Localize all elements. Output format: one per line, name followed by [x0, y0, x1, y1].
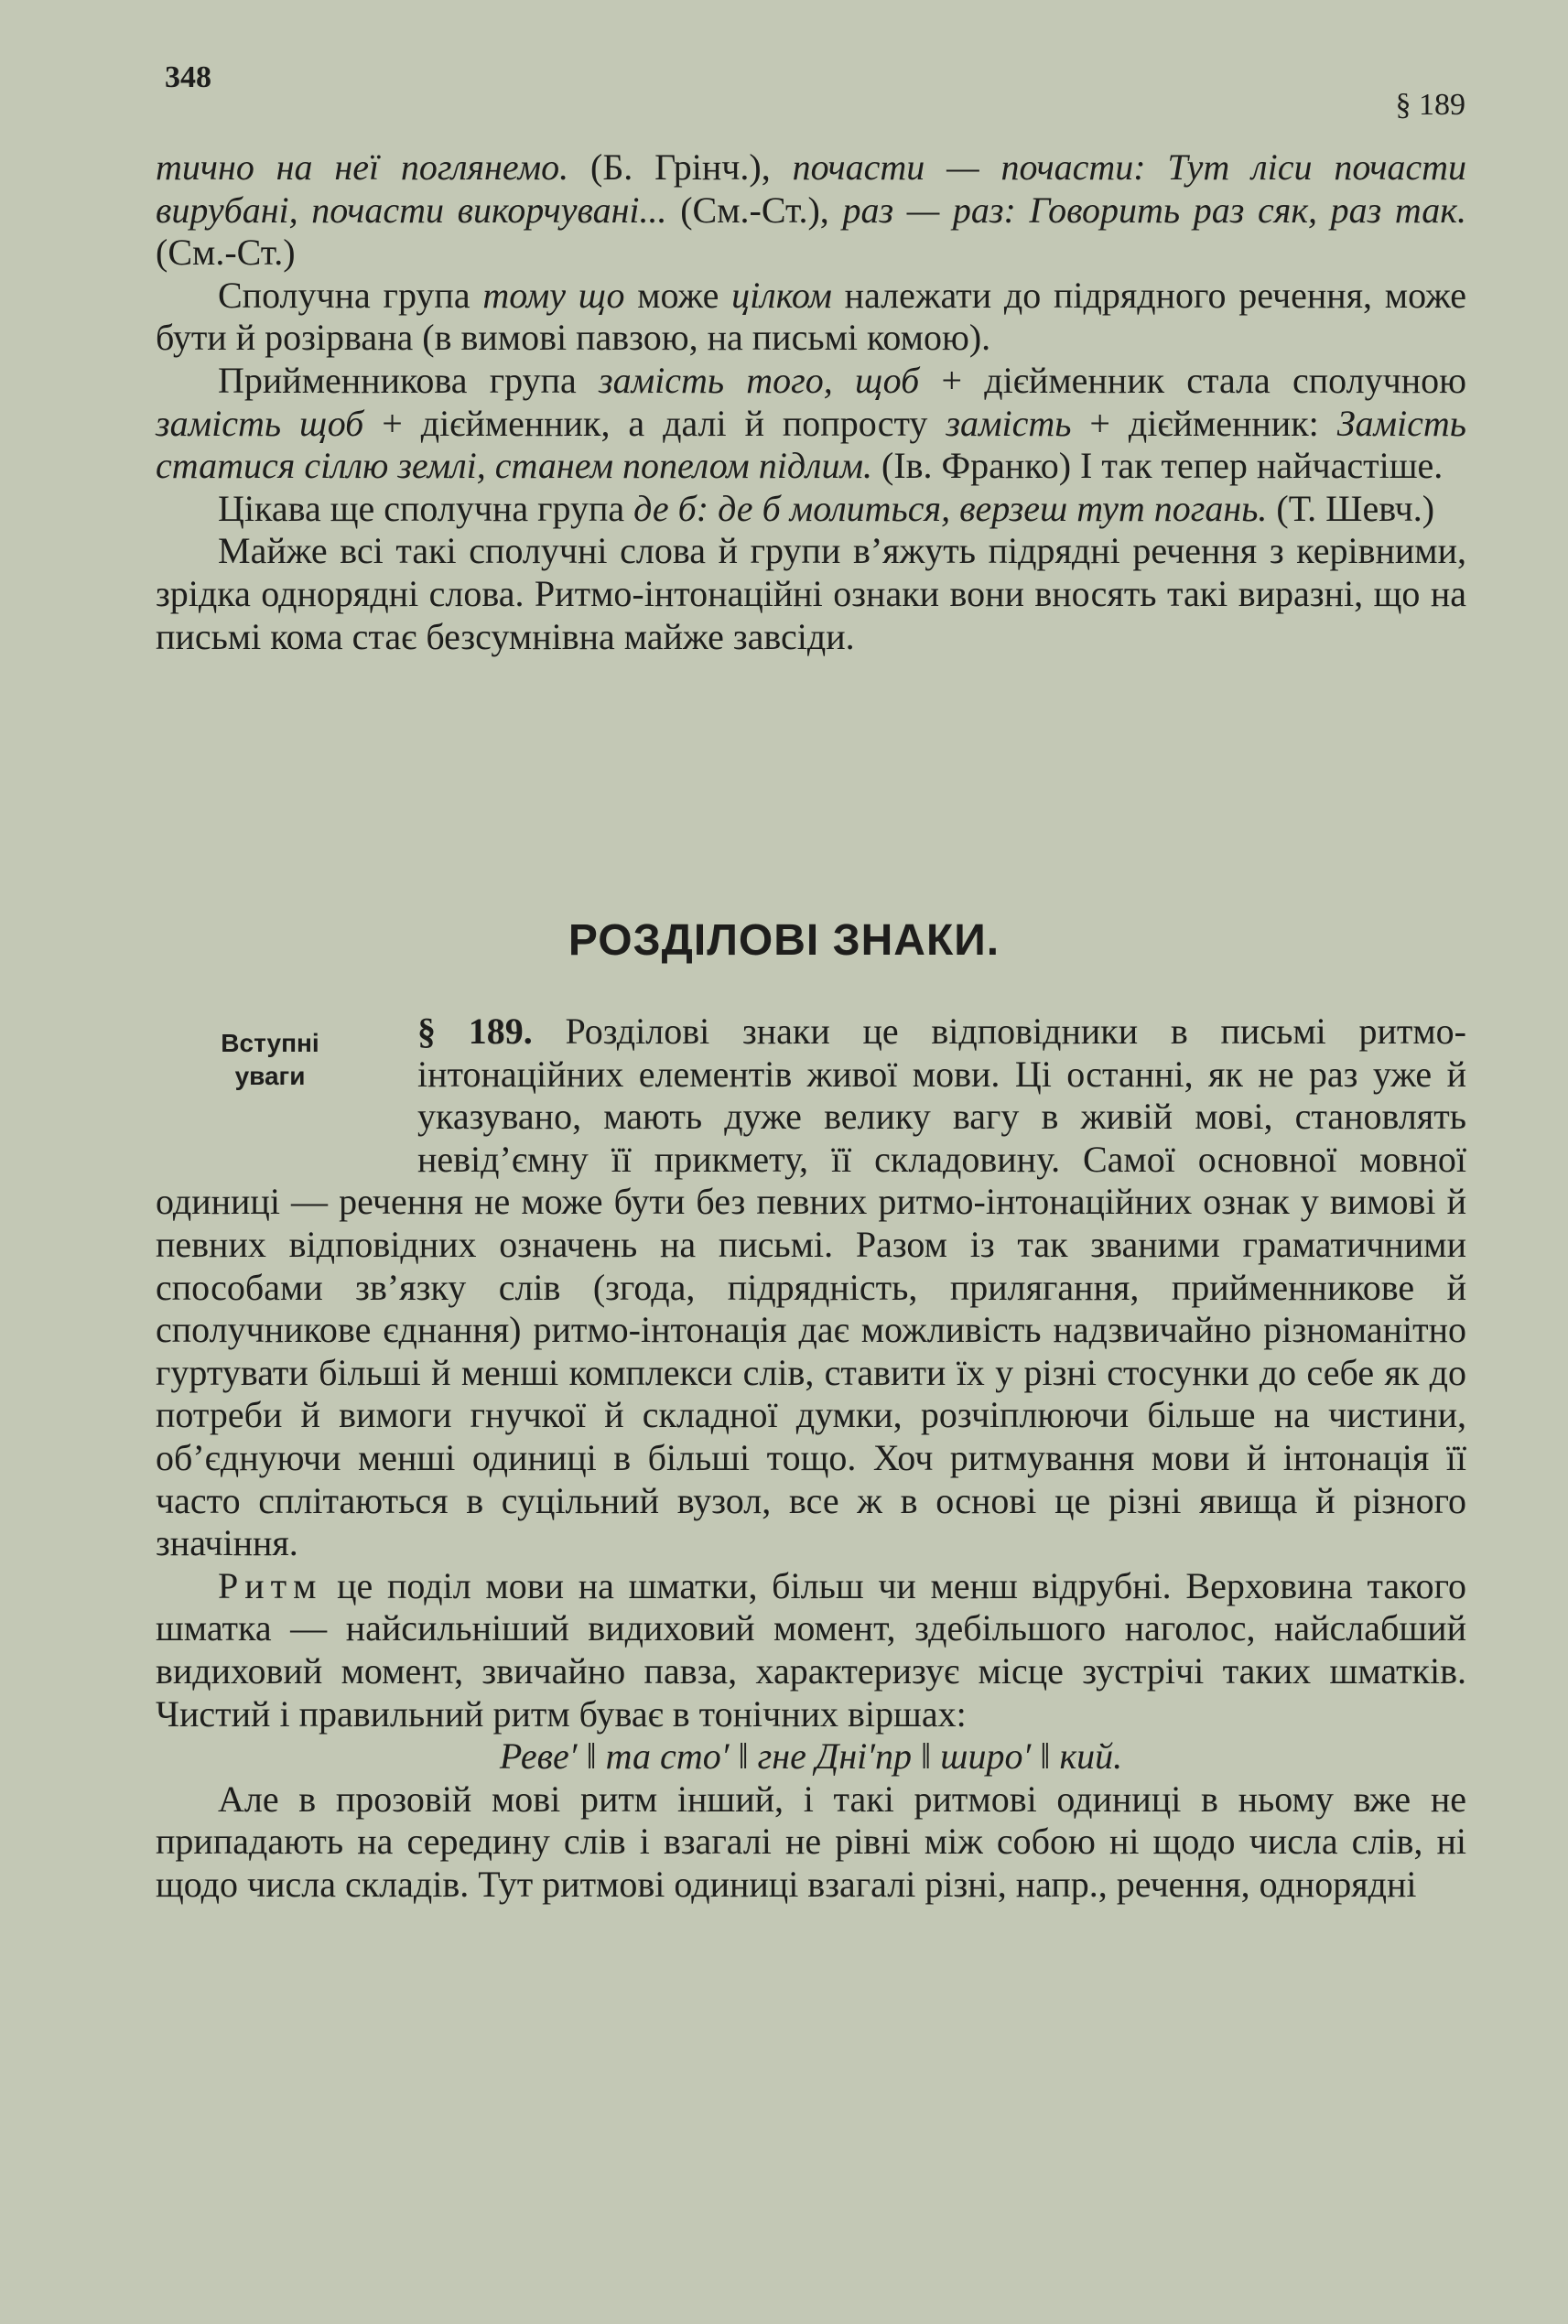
header-section-mark: § 189	[1395, 88, 1465, 122]
term-rhythm: Ритм	[218, 1564, 323, 1606]
paragraph-continued: тично на неї поглянемо. (Б. Грінч.), почасти — почасти: Тут ліси почасти вирубані, почасти викорчувані... (См.-Ст.), раз — раз: Говорить раз сяк, раз так. (См.-Ст.)	[156, 146, 1467, 274]
section-label: § 189.	[417, 1011, 533, 1052]
paragraph-rhythm: Ритм це поділ мови на шматки, більш чи менш відрубні. Верховина такого шматка — найсильніший видиховий момент, здебільшого наголос, найслабший видиховий момент, звичайно павза, характеризує місце зустрічі таких шматків. Чистий і правильний ритм буває в тонічних віршах:	[156, 1564, 1466, 1735]
verse-example: Реве′ ‖ та сто′ ‖ гне Дні′пр ‖ широ′ ‖ кий.	[499, 1735, 1123, 1778]
paragraph-zamist: Прийменникова група замість того, щоб + дієйменник стала сполучною замість щоб + дієйменник, а далі й попросту замість + дієйменник: Замість статися сіллю землі, станем попелом підлим. (Ів. Франко) І так тепер найчастіше.	[156, 359, 1467, 487]
paragraph-tomu-shcho: Сполучна група тому що може цілком належати до підрядного речення, може бути й розірвана (в вимові павзою, на письмі комою).	[156, 274, 1466, 359]
margin-note: Вступні уваги	[221, 1029, 319, 1090]
section-heading: РОЗДІЛОВІ ЗНАКИ.	[568, 916, 1000, 965]
top-text-block	[156, 146, 1466, 658]
paragraph-de-b: Цікава ще сполучна група де б: де б молиться, верзеш тут погань. (Т. Шевч.)	[218, 487, 1435, 529]
page-number: 348	[165, 60, 211, 94]
paragraph-intro: § 189. Розділові знаки це відповідники в письмі ритмо-інтонаційних елементів живої мови. Ці останні, як не раз уже й указувано, мають дуже велику вагу в живій мові, становлять невід’ємну її прикмету, її складовину. Самої основної мовної одиниці — речення не може бути без певних ритмо-інтонаційних ознак у вимові й певних відповідних означень на письмі. Разом із так званими граматичними способами зв’язку слів (згода, підрядність, прилягання, прийменникове й сполучникове єднання) ритмо-інтонація дає можливість надзвичайно різноманітно гуртувати більші й менші комплекси слів, ставити їх у різні стосунки до себе як до потреби й вимоги гнучкої й складної думки, розчіплюючи більше на чистини, об’єднуючи менші одиниці в більші тощо. Хоч ритмування мови й інтонація її часто сплітаються в суцільний вузол, все ж в основі це різні явища й різного значіння.	[156, 1011, 1466, 1564]
paragraph-summary: Майже всі такі сполучні слова й групи в’яжуть підрядні речення з керівними, зрідка однорядні слова. Ритмо-інтонаційні ознаки вони вносять такі виразні, що на письмі кома стає безсумнівна майже завсіди.	[156, 530, 1466, 657]
paragraph-prose-rhythm: Але в прозовій мові ритм інший, і такі ритмові одиниці в ньому вже не припадають на середину слів і взагалі не рівні між собою ні щодо числа слів, ні щодо числа складів. Тут ритмові одиниці взагалі різні, напр., речення, однорядні	[156, 1778, 1466, 1905]
section-189-text	[156, 1011, 1466, 1906]
